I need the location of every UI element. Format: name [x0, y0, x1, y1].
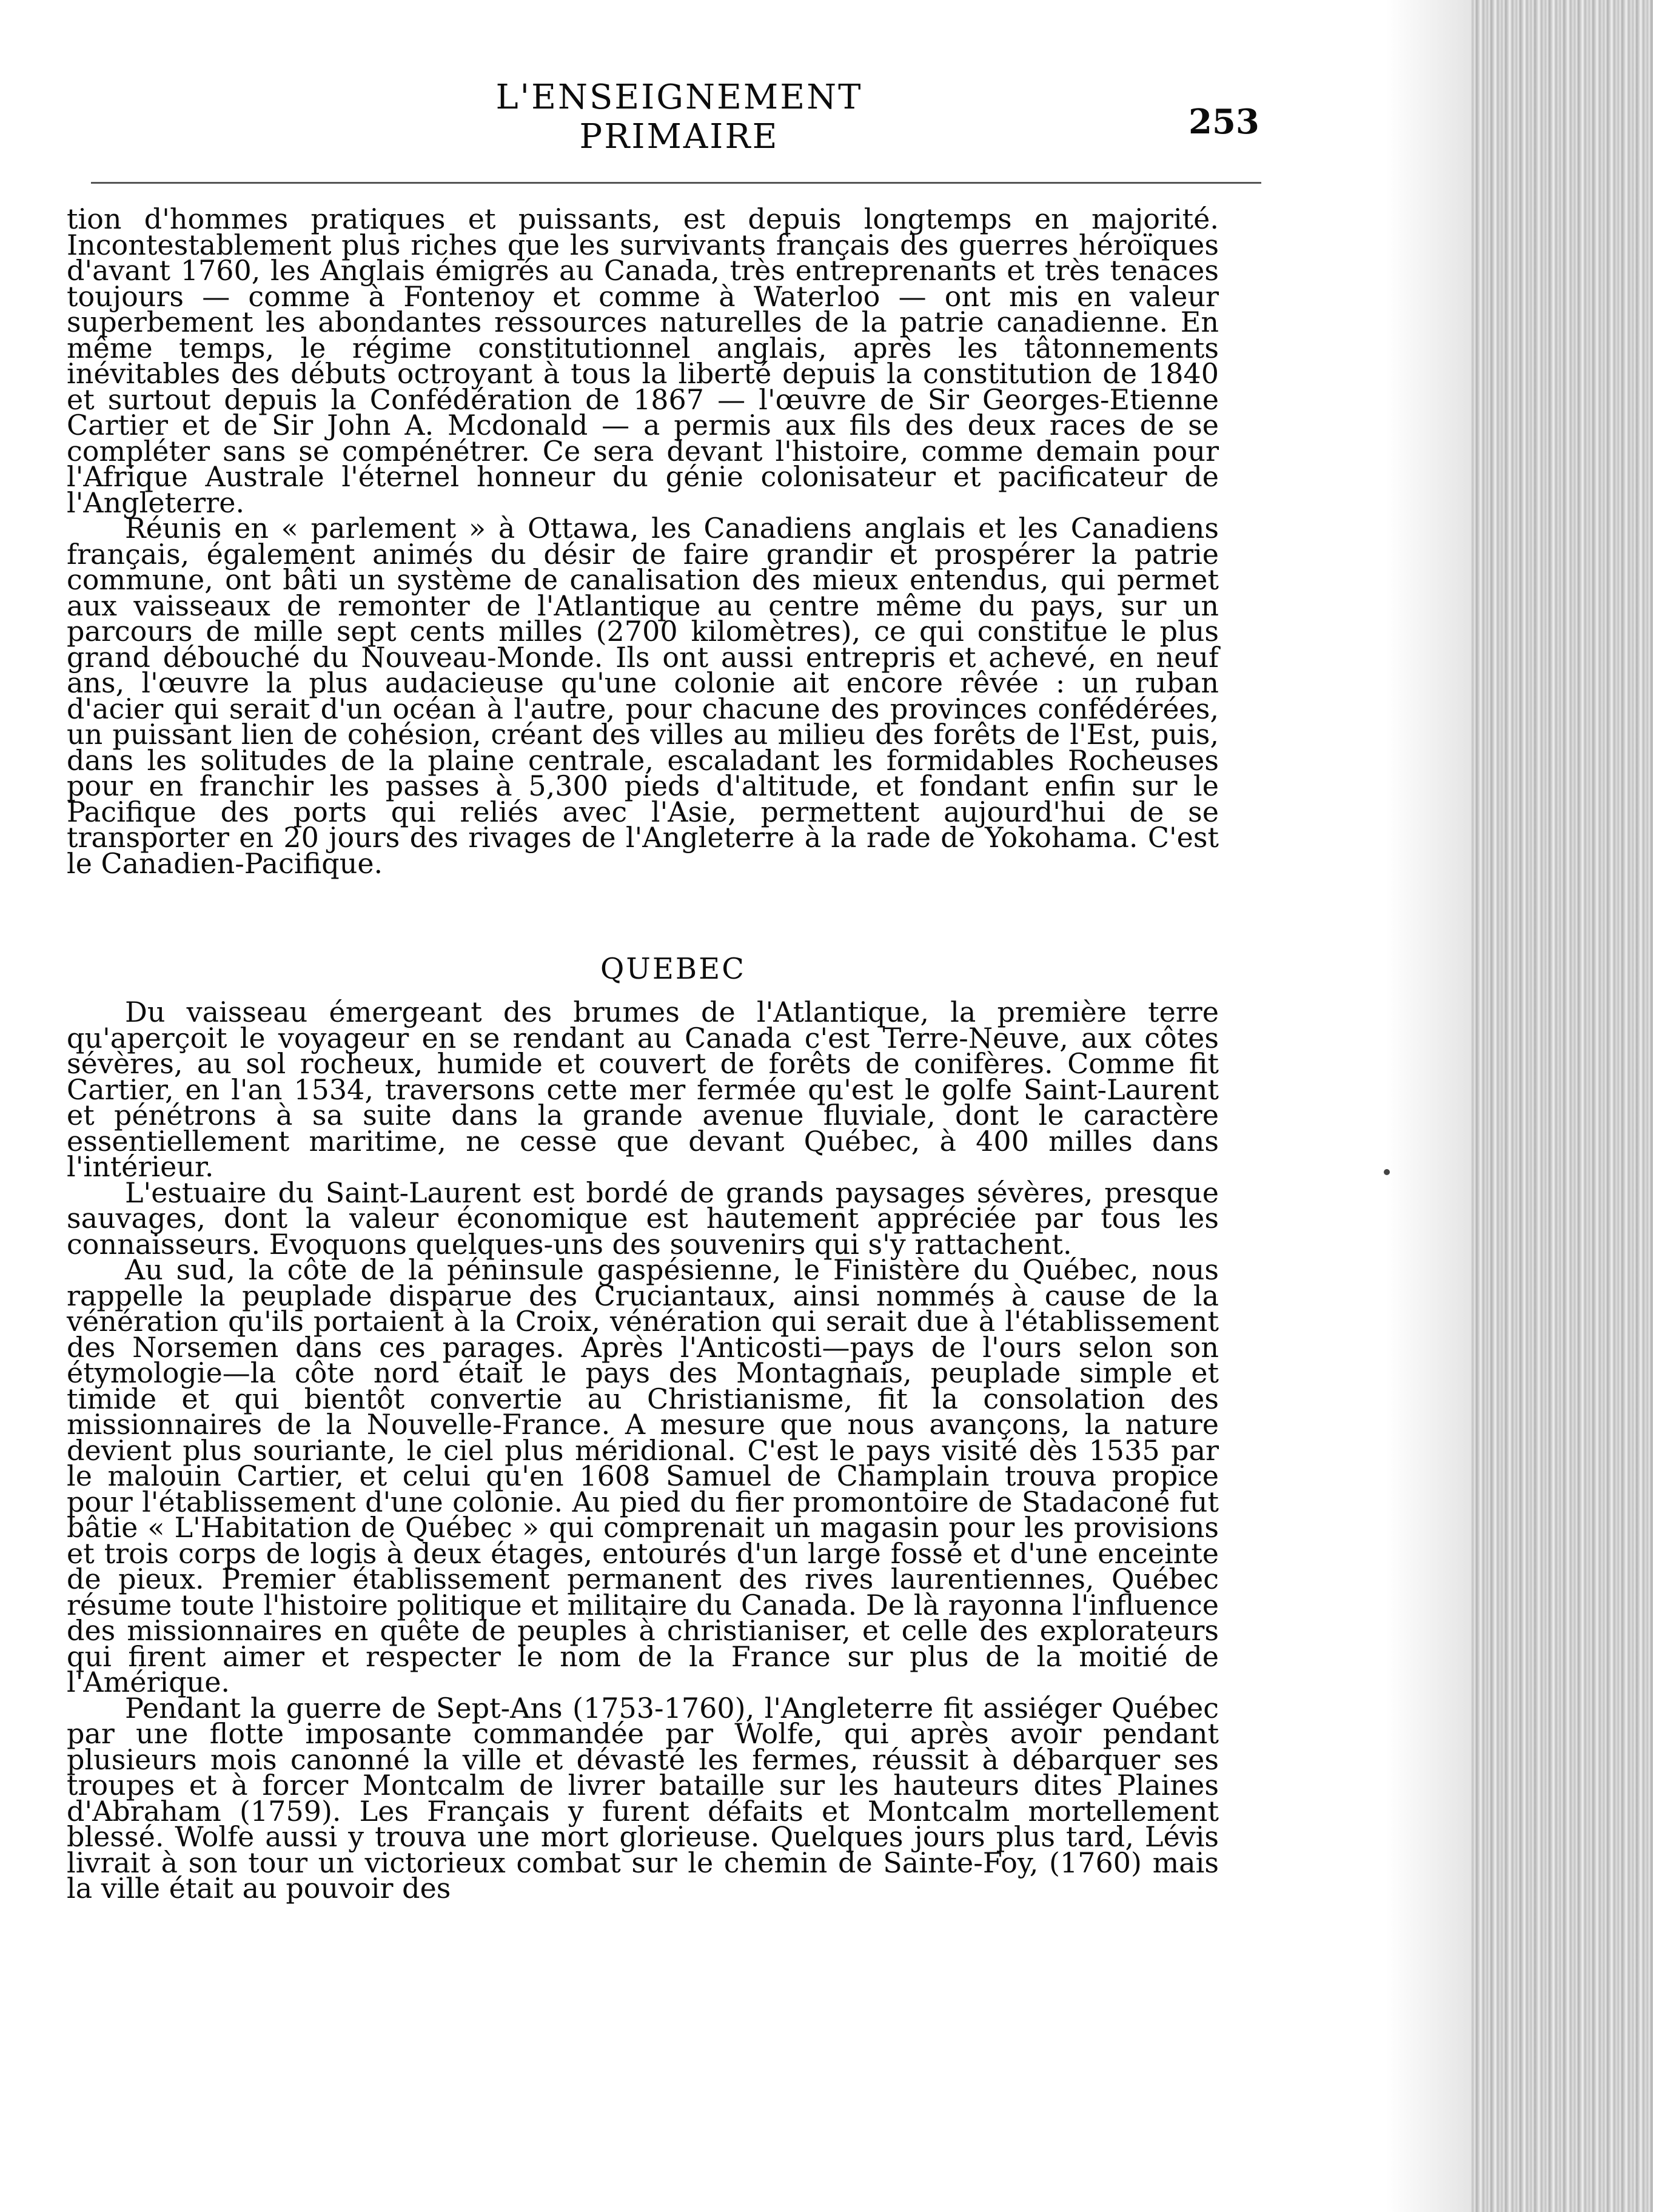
- paragraph: L'estuaire du Saint-Laurent est bordé de grands paysages sévères, presque sauvages, dont la valeur économique est hautement appréciée par tous les connaisseurs. Evoquons quelques-uns des souvenirs qui s'y rattachent.: [67, 1176, 1219, 1261]
- page-gutter-shadow: [1386, 0, 1471, 2212]
- paragraph: Réunis en « parlement » à Ottawa, les Canadiens anglais et les Canadiens français, également animés du désir de faire grandir et prospérer la patrie commune, ont bâti un système de canalisation des mieux entendus, qui permet aux vaisseaux de remonter de l'Atlantique au centre même du pays, sur un parcours de mille sept cents milles (2700 kilomètres), ce qui constitue le plus grand débouché du Nouveau-Monde. Ils ont aussi entrepris et achevé, en neuf ans, l'œuvre la plus audacieuse qu'une colonie ait encore rêvée : un ruban d'acier qui serait d'un océan à l'autre, pour chacune des provinces confédérées, un puissant lien de cohésion, créant des villes au milieu des forêts de l'Est, puis, dans les solitudes de la plaine centrale, escaladant les formidables Rocheuses pour en franchir les passes à 5,300 pieds d'altitude, et fondant enfin sur le Pacifique des ports qui reliés avec l'Asie, permettent aujourd'hui de se transporter en 20 jours des rivages de l'Angleterre à la rade de Yokohama. C'est le Canadien-Pacifique.: [67, 512, 1219, 880]
- body-text-quebec: [67, 996, 1219, 1905]
- header-rule: [91, 182, 1261, 184]
- running-title: L'ENSEIGNEMENT PRIMAIRE: [495, 78, 863, 156]
- scan-speck: [1384, 1169, 1390, 1175]
- paragraph: Du vaisseau émergeant des brumes de l'Atlantique, la première terre qu'aperçoit le voyageur en se rendant au Canada c'est Terre-Neuve, aux côtes sévères, au sol rocheux, humide et couvert de forêts de conifères. Comme fit Cartier, en l'an 1534, traversons cette mer fermée qu'est le golfe Saint-Laurent et pénétrons à sa suite dans la grande avenue fluviale, dont le caractère essentiellement maritime, ne cesse que devant Québec, à 400 milles dans l'intérieur.: [67, 996, 1219, 1183]
- paragraph: tion d'hommes pratiques et puissants, est depuis longtemps en majorité. Incontestablement plus riches que les survivants français des guerres héroïques d'avant 1760, les Anglais émigrés au Canada, très entreprenants et très tenaces toujours — comme à Fontenoy et comme à Waterloo — ont mis en valeur superbement les abondantes ressources naturelles de la patrie canadienne. En même temps, le régime constitutionnel anglais, après les tâtonnements inévitables des débuts octroyant à tous la liberté depuis la constitution de 1840 et surtout depuis la Confédération de 1867 — l'œuvre de Sir Georges-Etienne Cartier et de Sir John A. Mcdonald — a permis aux fils des deux races de se compléter sans se compénétrer. Ce sera devant l'histoire, comme demain pour l'Afrique Australe l'éternel honneur du génie colonisateur et pacificateur de l'Angleterre.: [67, 203, 1219, 519]
- paragraph: Au sud, la côte de la péninsule gaspésienne, le Finistère du Québec, nous rappelle la peuplade disparue des Cruciantaux, ainsi nommés à cause de la vénération qu'ils portaient à la Croix, vénération qui serait due à l'établissement des Norsemen dans ces parages. Après l'Anticosti—pays de l'ours selon son étymologie—la côte nord était le pays des Montagnais, peuplade simple et timide et qui bientôt convertie au Christianisme, fit la consolation des missionnaires de la Nouvelle-France. A mesure que nous avançons, la nature devient plus souriante, le ciel plus méridional. C'est le pays visité dès 1535 par le malouin Cartier, et celui qu'en 1608 Samuel de Champlain trouva propice pour l'établissement d'une colonie. Au pied du fier promontoire de Stadaconé fut bâtie « L'Habitation de Québec » qui comprenait un magasin pour les provisions et trois corps de logis à deux étages, entourés d'un large fossé et d'une enceinte de pieux. Premier établissement permanent des rives laurentiennes, Québec résume toute l'histoire politique et militaire du Canada. De là rayonna l'influence des missionnaires en quête de peuples à christianiser, et celle des explorateurs qui firent aimer et respecter le nom de la France sur plus de la moitié de l'Amérique.: [67, 1253, 1219, 1698]
- section-heading: QUEBEC: [600, 952, 746, 986]
- page-gutter: [1471, 0, 1653, 2212]
- page-number: 253: [1189, 102, 1259, 142]
- body-text-top: [67, 203, 1219, 880]
- paragraph: Pendant la guerre de Sept-Ans (1753-1760), l'Angleterre fit assiéger Québec par une flotte imposante commandée par Wolfe, qui après avoir pendant plusieurs mois canonné la ville et dévasté les fermes, réussit à débarquer ses troupes et à forcer Montcalm de livrer bataille sur les hauteurs dites Plaines d'Abraham (1759). Les Français y furent défaits et Montcalm mortellement blessé. Wolfe aussi y trouva une mort glorieuse. Quelques jours plus tard, Lévis livrait à son tour un victorieux combat sur le chemin de Sainte-Foy, (1760) mais la ville était au pouvoir des: [67, 1691, 1219, 1905]
